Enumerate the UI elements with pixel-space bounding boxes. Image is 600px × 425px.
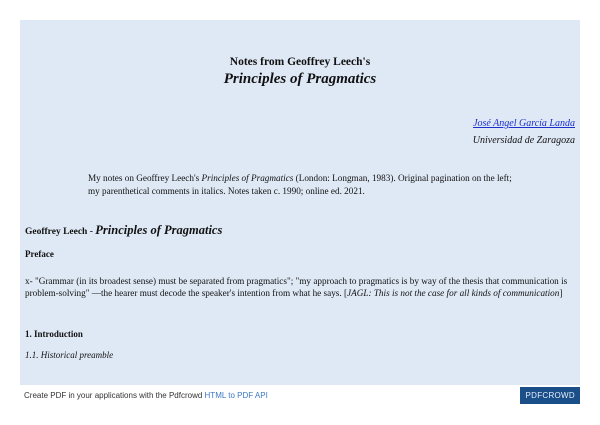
author-block — [473, 118, 575, 146]
pdfcrowd-footer — [20, 387, 580, 404]
title-line1: Notes from Geoffrey Leech's — [229, 56, 371, 68]
footer-text: Create PDF in your applications with the Pdfcrowd — [24, 391, 205, 400]
subsection-heading: 1.1. Historical preamble — [25, 350, 114, 360]
preface-heading: Preface — [25, 249, 54, 259]
notes-part2: (London: Longman, 1983). Original pagination on the left; my parenthetical comments in italics. Notes taken c. 1990; online ed. 2021. — [88, 173, 512, 196]
book-heading — [25, 223, 222, 238]
notes-part1: My notes on Geoffrey Leech's — [88, 173, 202, 183]
paragraph-comment: JAGL: This is not the case for all kinds of communication — [347, 288, 560, 298]
pdfcrowd-button[interactable]: PDFCROWD — [520, 387, 580, 404]
author-institution: Universidad de Zaragoza — [472, 135, 575, 146]
footer-text-container — [24, 391, 268, 400]
paragraph-end: ] — [559, 288, 563, 298]
paragraph-text: x- "Grammar (in its broadest sense) must be separated from pragmatics"; "my approach to pragmatics is by way of the thesis that communication is problem-solving" —the hearer must decode the speaker's intention from what he says. [ — [25, 276, 568, 298]
book-heading-title: Principles of Pragmatics — [95, 223, 223, 237]
footer-api-link[interactable]: HTML to PDF API — [204, 391, 268, 400]
author-link[interactable]: José Angel García Landa — [473, 118, 575, 129]
document-page — [20, 20, 580, 385]
intro-notes — [88, 172, 518, 197]
book-heading-author: Geoffrey Leech - — [25, 227, 96, 237]
title-line2: Principles of Pragmatics — [223, 71, 377, 87]
section-heading: 1. Introduction — [25, 329, 83, 339]
notes-book-title: Principles of Pragmatics — [201, 173, 294, 183]
preface-paragraph — [25, 275, 573, 299]
title-block — [20, 56, 580, 88]
